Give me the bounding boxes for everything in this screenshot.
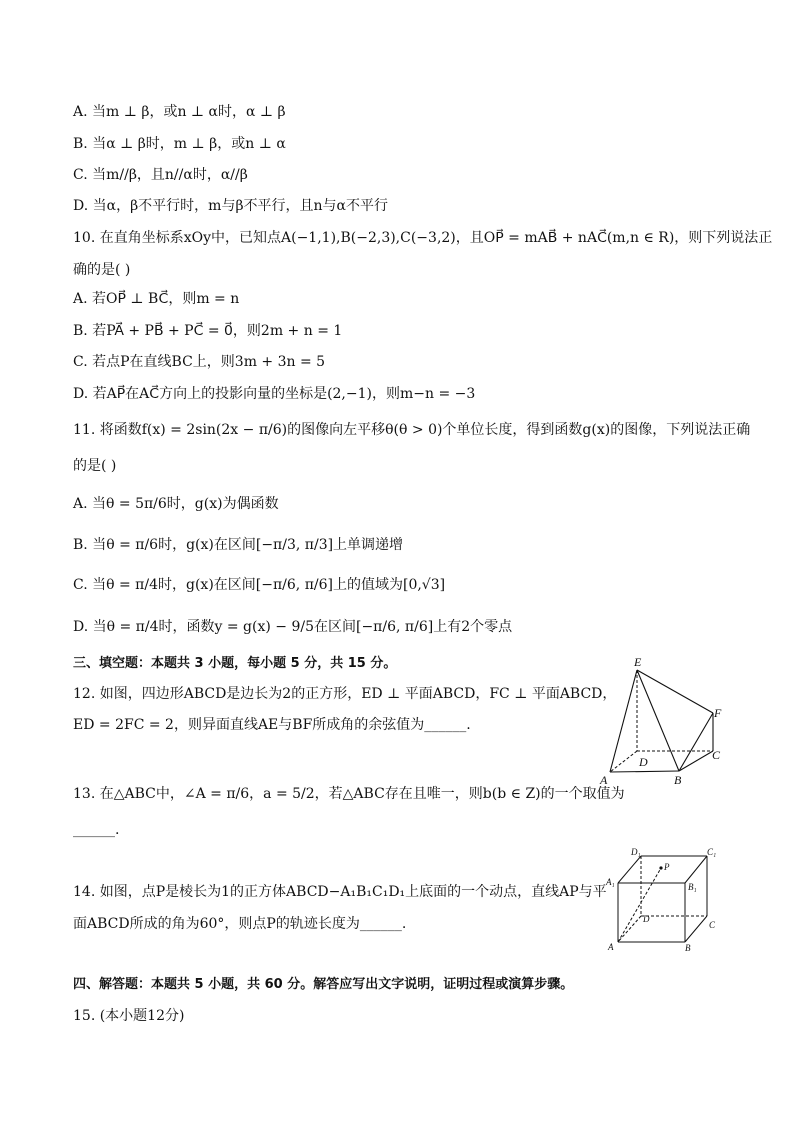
q11-option-c: C. 当θ = π/4时，g(x)在区间[−π/6, π/6]上的值域为[0,√3] <box>73 577 446 593</box>
fig12-label-d: D <box>639 755 648 769</box>
q11-option-a: A. 当θ = 5π/6时，g(x)为偶函数 <box>73 496 279 512</box>
fig14-label-b1: B₁ <box>688 882 697 892</box>
fig14-label-a: A <box>608 942 614 952</box>
fig14-label-c1: C₁ <box>707 847 717 857</box>
q14-figure <box>603 846 723 954</box>
q9-option-b: B. 当α ⊥ β时，m ⊥ β，或n ⊥ α <box>73 136 286 152</box>
q10-stem-line1: 10. 在直角坐标系xOy中，已知点A(−1,1),B(−2,3),C(−3,2)，且OP⃗ = mAB⃗ + nAC⃗(m,n ∈ R)，则下列说法正 <box>73 230 773 246</box>
q11-stem-line1: 11. 将函数f(x) = 2sin(2x − π/6)的图像向左平移θ(θ > 0)个单位长度，得到函数g(x)的图像，下列说法正确 <box>73 422 751 438</box>
q12-line2: ED = 2FC = 2，则异面直线AE与BF所成角的余弦值为______. <box>73 717 471 733</box>
q12-figure <box>595 655 730 790</box>
q14-line2: 面ABCD所成的角为60°，则点P的轨迹长度为______. <box>73 916 407 932</box>
q9-option-a: A. 当m ⊥ β，或n ⊥ α时，α ⊥ β <box>73 104 286 120</box>
fig12-label-c: C <box>712 748 721 762</box>
section-3-heading: 三、填空题：本题共 3 小题，每小题 5 分，共 15 分。 <box>73 656 397 671</box>
fig14-label-a1: A₁ <box>606 877 615 887</box>
fig12-label-b: B <box>674 773 682 787</box>
q10-option-b: B. 若PA⃗ + PB⃗ + PC⃗ = 0⃗，则2m + n = 1 <box>73 323 343 339</box>
section-4-heading: 四、解答题：本题共 5 小题，共 60 分。解答应写出文字说明，证明过程或演算步骤。 <box>73 977 574 992</box>
q14-line1: 14. 如图，点P是棱长为1的正方体ABCD−A₁B₁C₁D₁上底面的一个动点，直线AP与平 <box>73 884 607 900</box>
q11-option-d: D. 当θ = π/4时，函数y = g(x) − 9/5在区间[−π/6, π/6]上有2个零点 <box>73 619 513 635</box>
fig14-label-b: B <box>685 943 691 953</box>
q11-option-b: B. 当θ = π/6时，g(x)在区间[−π/3, π/3]上单调递增 <box>73 537 404 553</box>
fig12-label-a: A <box>600 773 608 787</box>
fig14-label-d1: D₁ <box>631 847 641 857</box>
q9-option-c: C. 当m//β，且n//α时，α//β <box>73 167 248 183</box>
q11-stem-line2: 的是( ) <box>73 458 117 474</box>
q9-option-d: D. 当α，β不平行时，m与β不平行，且n与α不平行 <box>73 198 389 214</box>
q10-option-c: C. 若点P在直线BC上，则3m + 3n = 5 <box>73 354 326 370</box>
fig14-label-p: P <box>664 862 670 872</box>
fig14-label-d: D <box>643 914 650 924</box>
q10-stem-line2: 确的是( ) <box>73 262 131 278</box>
q10-option-d: D. 若AP⃗在AC⃗方向上的投影向量的坐标是(2,−1)，则m−n = −3 <box>73 386 476 402</box>
fig12-label-e: E <box>634 655 642 669</box>
q12-line1: 12. 如图，四边形ABCD是边长为2的正方形，ED ⊥ 平面ABCD，FC ⊥ 平面ABCD， <box>73 686 617 702</box>
q10-option-a: A. 若OP⃗ ⊥ BC⃗，则m = n <box>73 291 240 307</box>
q13-line2: ______. <box>73 822 120 838</box>
q13-line1: 13. 在△ABC中，∠A = π/6，a = 5/2，若△ABC存在且唯一，则b(b ∈ Z)的一个取值为 <box>73 786 625 802</box>
q15-heading: 15. (本小题12分) <box>73 1008 185 1024</box>
fig12-label-f: F <box>714 706 722 720</box>
fig14-label-c: C <box>709 920 716 930</box>
